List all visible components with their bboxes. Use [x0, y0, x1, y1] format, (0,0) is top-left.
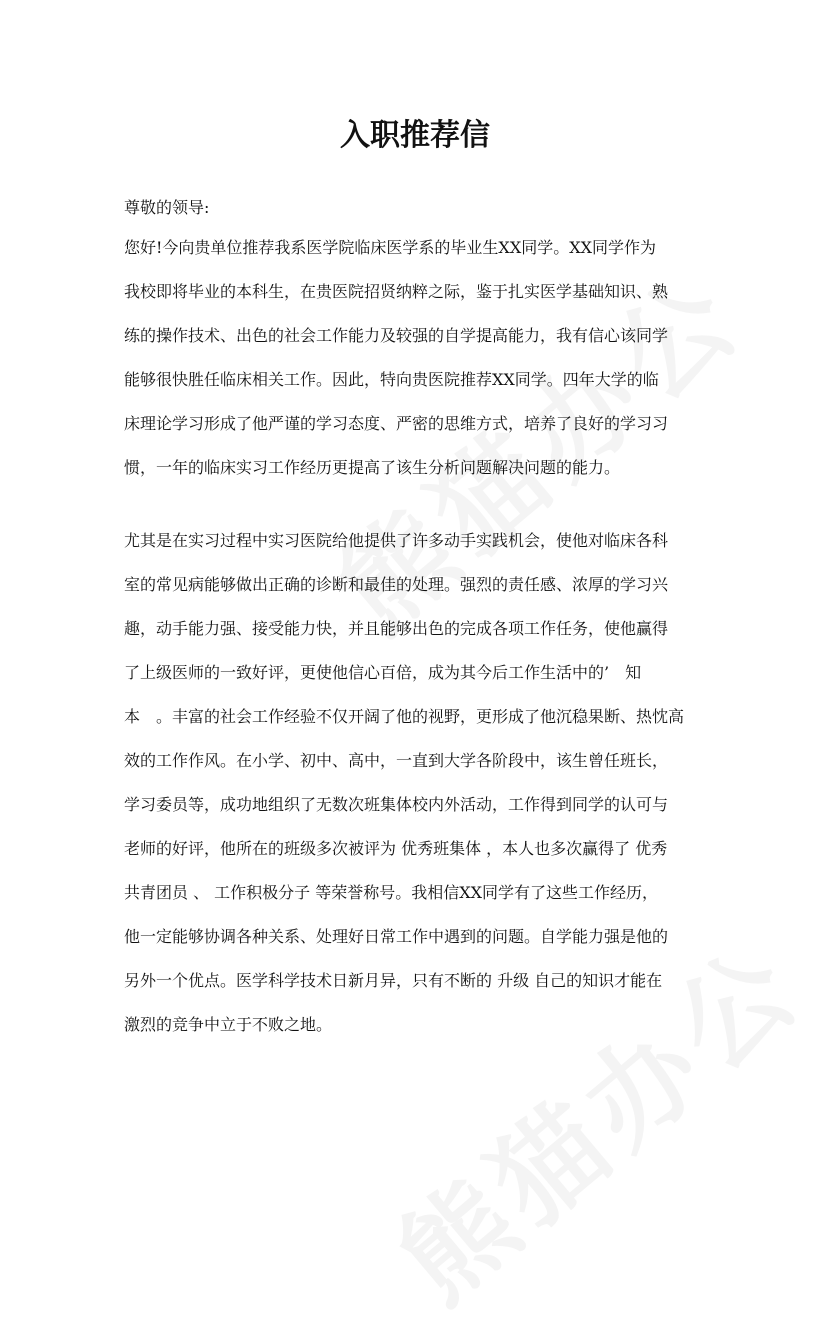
text-line: 惯，一年的临床实习工作经历更提高了该生分析问题解决问题的能力。: [124, 458, 621, 477]
paragraph-1: [124, 226, 708, 490]
text-line: 学习委员等，成功地组织了无数次班集体校内外活动，工作得到同学的认可与: [124, 795, 669, 814]
document-title: 入职推荐信: [340, 118, 490, 153]
text-line: 尤其是在实习过程中实习医院给他提供了许多动手实践机会，使他对临床各科: [124, 531, 669, 550]
text-line: 我校即将毕业的本科生，在贵医院招贤纳粹之际，鉴于扎实医学基础知识、熟: [124, 282, 669, 301]
text-line: 共青团员 、 工作积极分子 等荣誉称号。我相信XX同学有了这些工作经历，: [124, 883, 659, 902]
text-line: 激烈的竞争中立于不败之地。: [124, 1015, 333, 1034]
text-line: 了上级医师的一致好评，更使他信心百倍，成为其今后工作生活中的’ 知: [124, 663, 642, 682]
text-line: 练的操作技术、出色的社会工作能力及较强的自学提高能力，我有信心该同学: [124, 326, 669, 345]
text-line: 床理论学习形成了他严谨的学习态度、严密的思维方式，培养了良好的学习习: [124, 414, 669, 433]
text-line: 另外一个优点。医学科学技术日新月异，只有不断的 升级 自己的知识才能在: [124, 971, 663, 990]
text-line: 能够很快胜任临床相关工作。因此，特向贵医院推荐XX同学。四年大学的临: [124, 370, 659, 389]
text-line: 老师的好评，他所在的班级多次被评为 优秀班集体 ，本人也多次赢得了 优秀: [124, 839, 668, 858]
text-line: 您好!今向贵单位推荐我系医学院临床医学系的毕业生XX同学。XX同学作为: [124, 238, 656, 257]
text-line: 本 。丰富的社会工作经验不仅开阔了他的视野，更形成了他沉稳果断、热忱高: [124, 707, 685, 726]
text-line: 趣，动手能力强、接受能力快，并且能够出色的完成各项工作任务，使他赢得: [124, 619, 669, 638]
text-line: 他一定能够协调各种关系、处理好日常工作中遇到的问题。自学能力强是他的: [124, 927, 669, 946]
paragraph-2: [124, 519, 708, 1047]
text-line: 效的工作作风。在小学、初中、高中，一直到大学各阶段中，该生曾任班长，: [124, 751, 669, 770]
text-line: 室的常见病能够做出正确的诊断和最佳的处理。强烈的责任感、浓厚的学习兴: [124, 575, 669, 594]
salutation: 尊敬的领导:: [124, 198, 210, 217]
